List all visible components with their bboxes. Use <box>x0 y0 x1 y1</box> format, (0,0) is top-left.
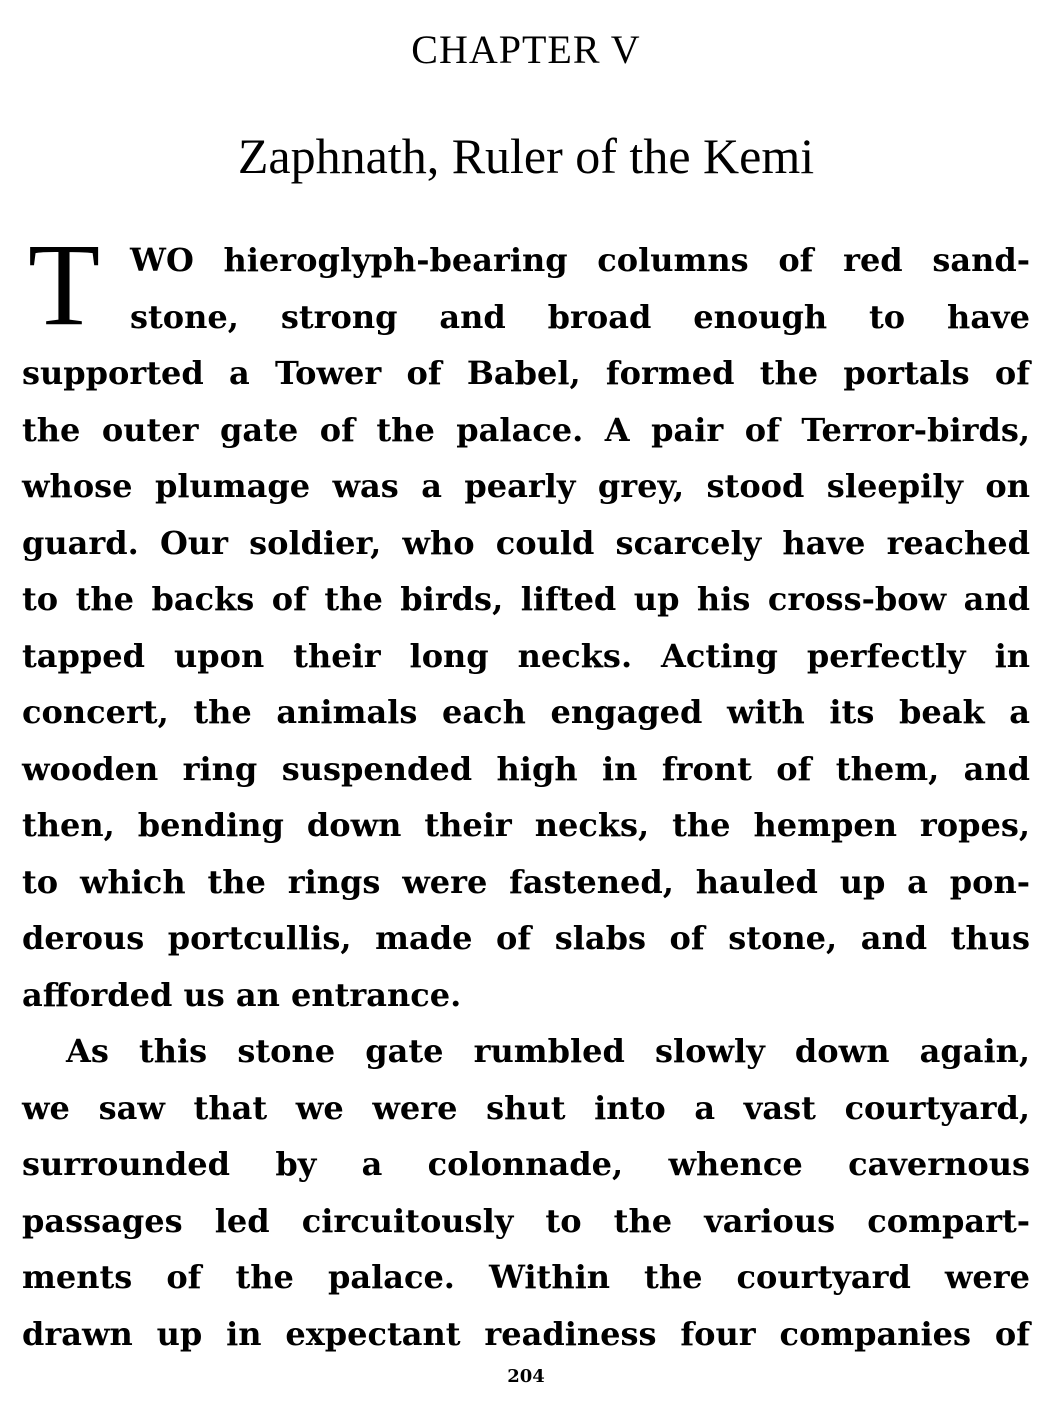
text-line: surrounded by a colonnade, whence cavernous <box>22 1145 1030 1183</box>
text-line: guard. Our soldier, who could scarcely have reached <box>22 523 1030 562</box>
text-line: whose plumage was a pearly grey, stood sleepily on <box>22 467 1030 505</box>
chapter-title: Zaphnath, Ruler of the Kemi <box>237 128 815 184</box>
text-line: As this stone gate rumbled slowly down again, <box>66 1032 1030 1070</box>
text-line: then, bending down their necks, the hempen ropes, <box>22 806 1030 844</box>
chapter-label: CHAPTER V <box>411 27 641 72</box>
text-line: concert, the animals each engaged with its beak a <box>22 693 1030 731</box>
text-line: the outer gate of the palace. A pair of Terror-birds, <box>22 410 1030 449</box>
text-line: passages led circuitously to the various compart- <box>22 1201 1030 1240</box>
text-line: we saw that we were shut into a vast courtyard, <box>22 1088 1030 1127</box>
text-line: afforded us an entrance. <box>22 975 462 1014</box>
paragraph-2 <box>22 1023 1030 1362</box>
text-line: stone, strong and broad enough to have <box>130 297 1030 336</box>
page-number: 204 <box>507 1366 545 1387</box>
book-page <box>22 0 1030 1415</box>
text-line: ments of the palace. Within the courtyard were <box>22 1258 1030 1296</box>
text-line: drawn up in expectant readiness four companies of <box>22 1314 1030 1353</box>
text-line: tapped upon their long necks. Acting perfectly in <box>22 636 1030 675</box>
text-line: to the backs of the birds, lifted up his cross-bow and <box>22 580 1030 618</box>
text-line: derous portcullis, made of slabs of stone, and thus <box>22 919 1030 957</box>
text-line: wooden ring suspended high in front of them, and <box>22 749 1030 788</box>
drop-cap: T <box>28 219 101 350</box>
text-line: WO hieroglyph-bearing columns of red sand- <box>130 241 1030 279</box>
text-line: to which the rings were fastened, hauled up a pon- <box>22 862 1030 901</box>
paragraph-1 <box>22 219 1030 1023</box>
body-text <box>22 219 1030 1362</box>
text-line: supported a Tower of Babel, formed the portals of <box>22 354 1030 392</box>
